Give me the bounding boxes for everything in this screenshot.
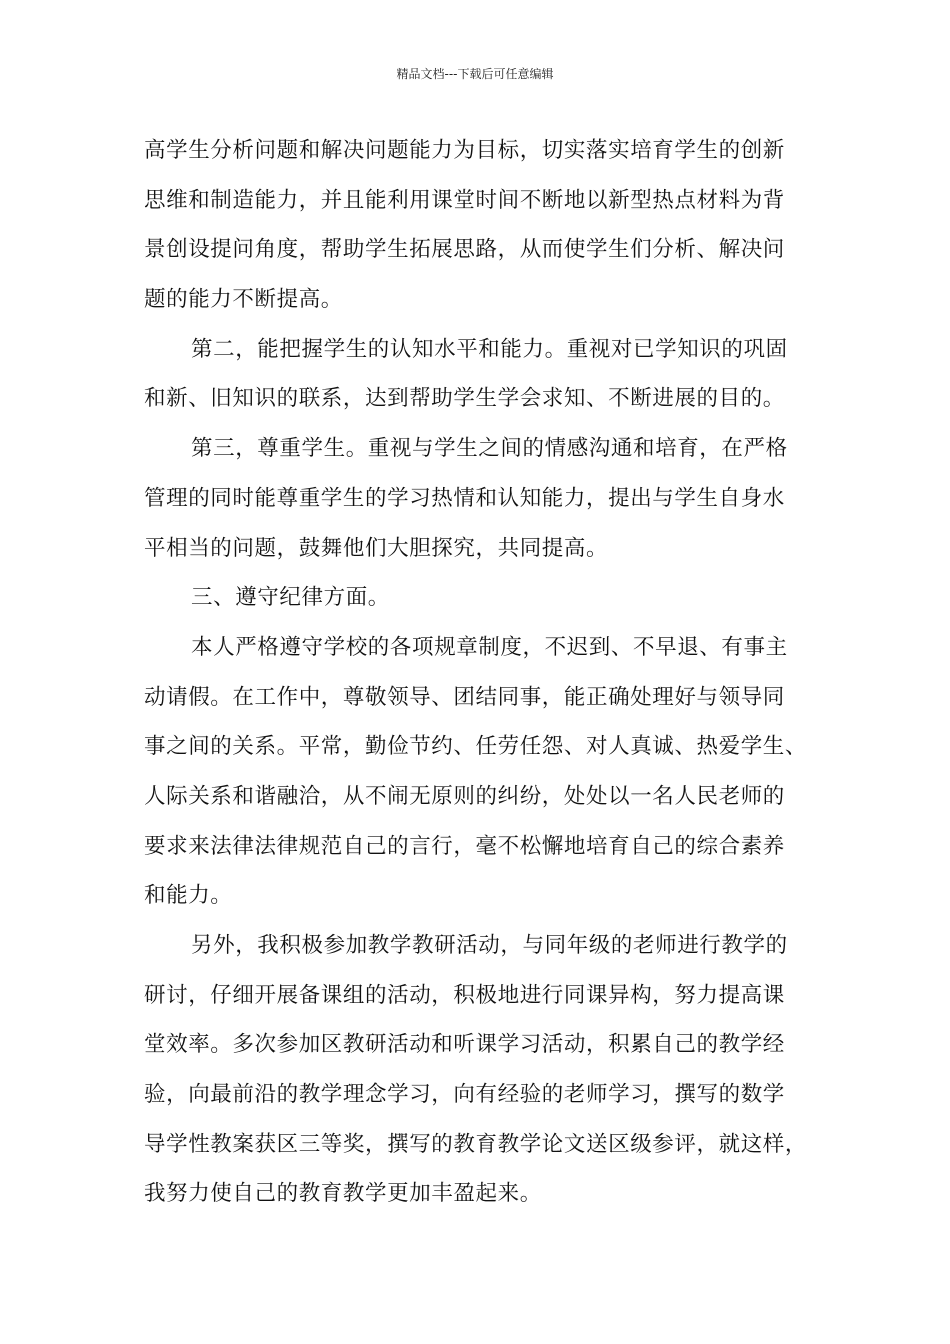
- text-line: 平相当的问题，鼓舞他们大胆探究，共同提高。: [144, 535, 609, 561]
- text-line: 人际关系和谐融洽，从不闹无原则的纠纷，处处以一名人民老师的: [144, 783, 785, 809]
- text-line: 导学性教案获区三等奖，撰写的教育教学论文送区级参评，就这样，: [144, 1131, 808, 1157]
- text-line: 思维和制造能力，并且能利用课堂时间不断地以新型热点材料为背: [144, 187, 785, 213]
- text-line: 和能力。: [144, 883, 233, 909]
- text-line: 要求来法律法律规范自己的言行，毫不松懈地培育自己的综合素养: [144, 833, 785, 859]
- text-line: 堂效率。多次参加区教研活动和听课学习活动，积累自己的教学经: [144, 1032, 785, 1058]
- text-line: 本人严格遵守学校的各项规章制度，不迟到、不早退、有事主: [191, 634, 788, 660]
- page-header: 精品文档---下载后可任意编辑: [396, 67, 554, 81]
- text-line: 高学生分析问题和解决问题能力为目标，切实落实培育学生的创新: [144, 138, 785, 163]
- text-line: 我努力使自己的教育教学更加丰盈起来。: [144, 1181, 542, 1207]
- section-heading: 三、遵守纪律方面。: [191, 585, 390, 611]
- text-line: 和新、旧知识的联系，达到帮助学生学会求知、不断进展的目的。: [144, 386, 785, 412]
- text-line: 第二，能把握学生的认知水平和能力。重视对已学知识的巩固: [191, 336, 788, 362]
- text-line: 管理的同时能尊重学生的学习热情和认知能力，提出与学生自身水: [144, 485, 785, 511]
- text-line: 另外，我积极参加教学教研活动，与同年级的老师进行教学的: [191, 933, 788, 958]
- text-line: 第三，尊重学生。重视与学生之间的情感沟通和培育，在严格: [191, 436, 788, 462]
- text-line: 研讨，仔细开展备课组的活动，积极地进行同课异构，努力提高课: [144, 982, 785, 1008]
- text-line: 动请假。在工作中，尊敬领导、团结同事，能正确处理好与领导同: [144, 684, 785, 710]
- document-body: [144, 126, 809, 1219]
- text-line: 题的能力不断提高。: [144, 287, 343, 313]
- text-line: 景创设提问角度，帮助学生拓展思路，从而使学生们分析、解决问: [144, 237, 785, 263]
- text-line: 事之间的关系。平常，勤俭节约、任劳任怨、对人真诚、热爱学生、: [144, 734, 808, 760]
- text-line: 验，向最前沿的教学理念学习，向有经验的老师学习，撰写的数学: [144, 1082, 785, 1108]
